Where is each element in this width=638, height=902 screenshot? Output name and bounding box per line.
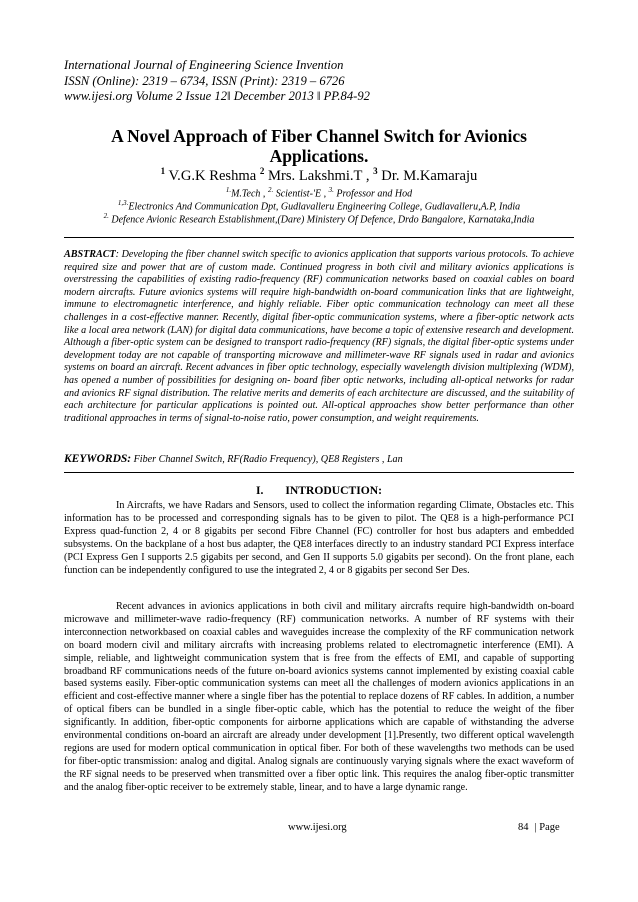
author1-name: V.G.K Reshma	[165, 167, 260, 184]
keywords	[64, 453, 574, 465]
paper-title-line2: Applications.	[269, 146, 369, 166]
footer-page	[518, 822, 560, 833]
divider-keywords	[64, 472, 574, 473]
journal-name: International Journal of Engineering Science Invention	[64, 58, 344, 72]
intro-paragraph-2: Recent advances in avionics applications in both civil and military aircrafts require high-bandwidth on-board microwave and millimeter-wave radio-frequency (RF) communication networks. A number of RF systems with their interconnection networkbased on coaxial cables and waveguides increase the complexity of the RF communication network on board modern civil and military aircrafts with increasing problems related to electromagnetic interference (EMI). A simple, reliable, and lightweight communication system that is free from the effects of EMI, and capable of supporting broadband RF communications needs of the future on-board avionics systems cannot implemented by existing coaxial cable based systems easily. Fiber-optic communication systems can meet all the challenges of modern avionics applications in an efficient and cost-effective manner where a single fiber has the potential to replace dozens of RF cables. In addition, a number of optical fibers can be bundled in a single fiber-optic cable, which has the potential to reduce the weight of the fiber significantly. In addition, fiber-optic components for airborne applications which are capable of withstanding the adverse environmental conditions on-board an aircraft are already under development [1].Presently, two different optical wavelength regions are used for modern optical communication in optical fiber. For both of these wavelengths two methods can be used for fiber-optic transmission: analog and digital. Analog signals are continuously varying signals where the exact waveform of the RF signal needs to be preserved when transmitted over a fiber optic link. This requires the analog fiber-optic transmitter and the analog fiber-optic receiver to be extremely stable, linear, and to have a large dynamic range.	[64, 601, 574, 793]
journal-volume: www.ijesi.org Volume 2 Issue 12ǁ December 2013 ǁ PP.84-92	[64, 89, 370, 103]
page-number: 84	[518, 822, 529, 833]
abstract-text: Developing the fiber channel switch specific to avionics application that supports various protocols. To achieve required size and power that are of custom made. Continued progress in both civil and military avionics applications is overstressing the capabilities of existing radio-frequency (RF) communication networks based on coaxial cables on board modern aircrafts. Future avionics systems will require high-bandwidth on-board communication links that are lightweight, immune to electromagnetic interference, and highly reliable. Fiber optic communication technology can meet all these challenges in a cost-effective manner. Recently, digital fiber-optic communication systems, where a fiber-optic network acts like a local area network (LAN) for digital data communications, have become a topic of extensive research and development. Although a fiber-optic system can be designed to transport radio-frequency (RF) signals, the digital fiber-optic systems under development today are not capable of transporting microwave and millimeter-wave RF signals used in radar and avionics systems on board an aircraft. Recent advances in fiber optic technology, especially wavelength division multiplexing (WDM), has opened a number of possibilities for designing on- board fiber optic networks, including all-optical networks for radar and avionics RF signal distribution. The relative merits and demerits of each architecture are discussed, and the suitability of each architecture for particular applications is pointed out. All-optical approaches show better performance than other traditional approaches in terms of signal-to-noise ratio, power consumption, and weight requirements.	[64, 249, 574, 424]
author-degrees: $^{1.}$M.Tech , $^{2.}$ Scientist-'E , $^{3.}$ Professor and Hod	[225, 186, 413, 200]
abstract-label: ABSTRACT	[64, 249, 116, 260]
footer-url: www.ijesi.org	[288, 822, 347, 833]
author2-marker: 2	[259, 166, 265, 176]
section-heading	[64, 484, 574, 497]
journal-issn: ISSN (Online): 2319 – 6734, ISSN (Print): 2319 – 6726	[64, 73, 345, 88]
author1-marker: 1	[160, 166, 166, 176]
section-number: I.	[255, 484, 264, 497]
paper-title	[64, 126, 574, 166]
abstract: ABSTRACT: Developing the fiber channel switch specific to avionics application that supports various protocols. To achieve required size and power that are of custom made. Continued progress in both civil and military avionics applications is overstressing the capabilities of existing radio-frequency (RF) communication networks based on coaxial cables on board modern aircrafts. Future avionics systems will require high-bandwidth on-board communication links that are lightweight, immune to electromagnetic interference, and highly reliable. Fiber optic communication technology can meet all these challenges in a cost-effective manner. Recently, digital fiber-optic communication systems, where a fiber-optic network acts like a local area network (LAN) for digital data communications, have become a topic of extensive research and development. Although a fiber-optic system can be designed to transport radio-frequency (RF) signals, the digital fiber-optic systems under development today are not capable of transporting microwave and millimeter-wave RF signals used in radar and avionics systems on board an aircraft. Recent advances in fiber optic technology, especially wavelength division multiplexing (WDM), has opened a number of possibilities for designing on- board fiber optic networks, including all-optical networks for radar and avionics RF signal distribution. The relative merits and demerits of each architecture are discussed, and the suitability of each architecture for particular applications is pointed out. All-optical approaches show better performance than other traditional approaches in terms of signal-to-noise ratio, power consumption, and weight requirements.	[64, 249, 574, 424]
intro-paragraph-1: In Aircrafts, we have Radars and Sensors, used to collect the information regarding Climate, Obstacles etc. This information has to be processed and corresponding signals has to be given to pilot. The QE8 is a high-performance PCI Express quad-function 2, 4 or 8 gigabits per second Fibre Channel (FC) controller for host bus adapters and embedded subsystems. On the backplane of a host bus adapter, the QE8 interfaces directly to an industry standard PCI Express interface (PCI Express Gen I supports 2.5 gigabits per second, and Gen II supports 5.0 gigabits per second). On the front plane, each function can be independently configured to use the integrated 2, 4 or 8 gigabits per second Ser Des.	[64, 500, 574, 576]
page-label: | Page	[534, 822, 560, 833]
affiliation-college: $^{1,3.}$Electronics And Communication Dpt, Gudlavalleru Engineering College, Gudlavalleru,A.P, India	[117, 199, 521, 213]
divider-top	[64, 237, 574, 238]
keywords-label: KEYWORDS:	[64, 453, 132, 465]
affiliation-defence: $^{2.}$ Defence Avionic Research Establishment,(Dare) Ministery Of Defence, Drdo Bangalore, Karnataka,India	[103, 212, 535, 226]
journal-header	[64, 58, 370, 105]
paper-title-line1: A Novel Approach of Fiber Channel Switch for Avionics	[111, 126, 527, 146]
section-title: INTRODUCTION:	[285, 484, 383, 497]
keywords-text: Fiber Channel Switch, RF(Radio Frequency), QE8 Registers , Lan	[131, 454, 403, 465]
author3-name: Dr. M.Kamaraju	[377, 167, 478, 184]
author-list	[64, 166, 574, 185]
author2-name: Mrs. Lakshmi.T ,	[264, 167, 374, 184]
author3-marker: 3	[373, 166, 378, 176]
